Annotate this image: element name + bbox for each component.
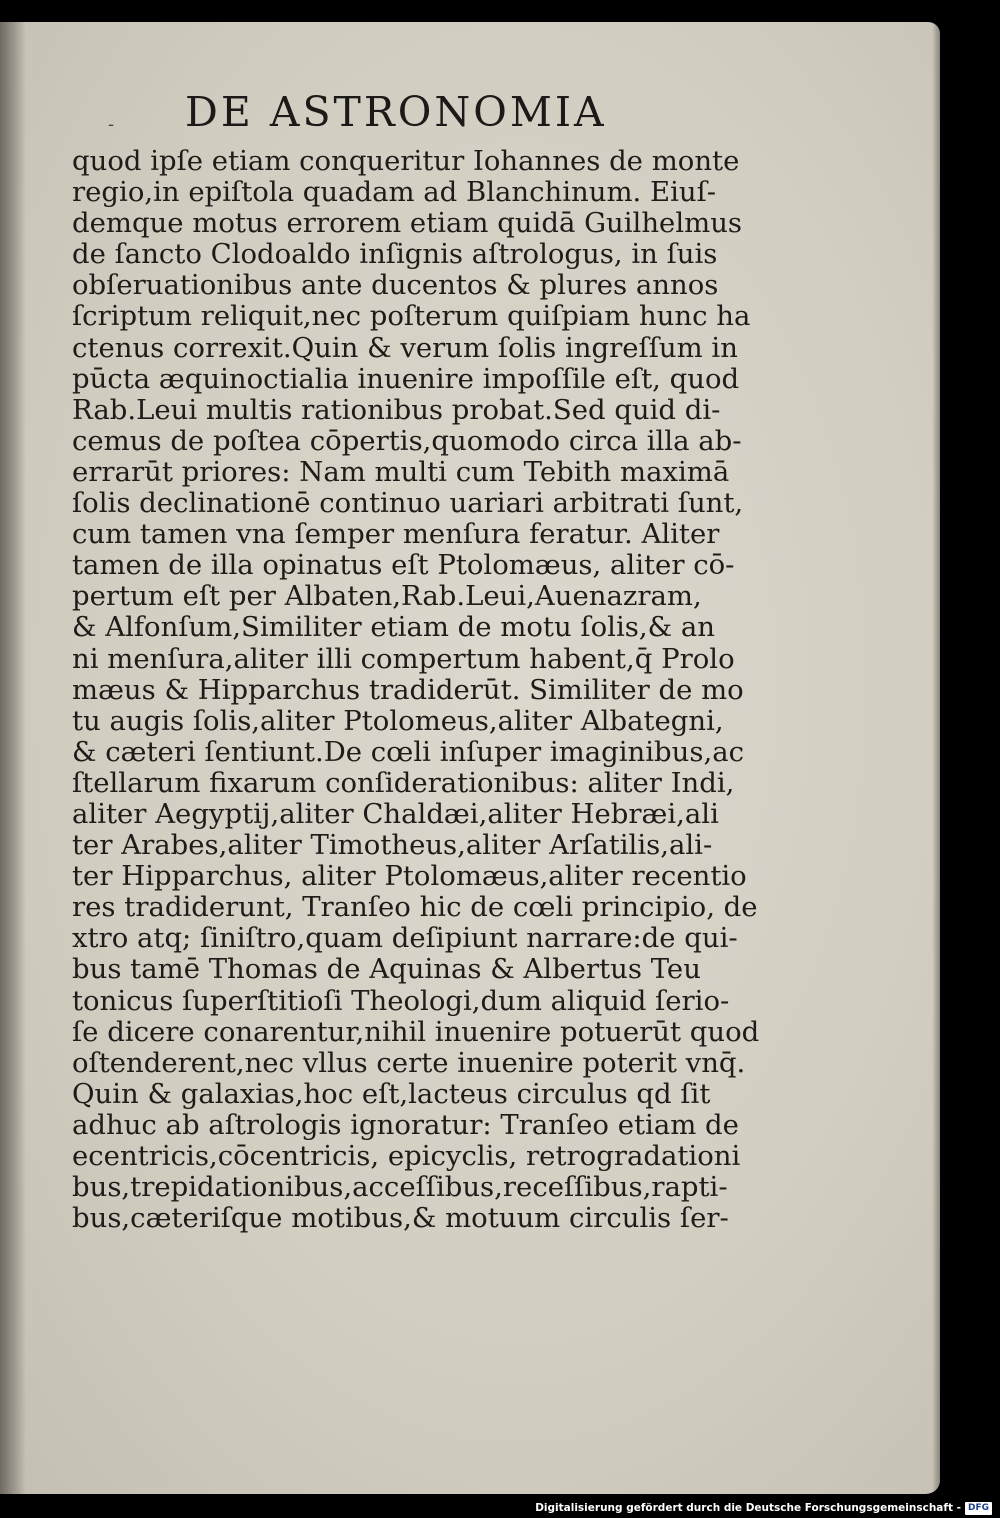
running-header: DE ASTRONOMIA [185,88,607,136]
text-line: ter Arabes,aliter Timotheus,aliter Arſatilis,ali- [72,829,713,862]
text-line: tamen de illa opinatus eſt Ptolomæus, aliter cō- [72,549,735,582]
text-line: ni menſura,aliter illi compertum habent,q̄ Prolo [72,642,735,675]
text-line: bus,trepidationibus,acceſſibus,receſſibus,rapti- [72,1171,728,1204]
text-line: ſolis declinationē continuo uariari arbitrati ſunt, [72,487,744,520]
text-line: Rab.Leui multis rationibus probat.Sed quid di- [72,393,721,426]
text-line: cum tamen vna ſemper menſura feratur. Aliter [72,518,720,551]
page-gutter-shadow [0,22,26,1494]
footer-credit [535,1500,992,1516]
text-line: regio,in epiſtola quadam ad Blanchinum. Eiuſ- [72,176,717,209]
book-page [0,22,940,1494]
text-line: adhuc ab aſtrologis ignoratur: Tranſeo etiam de [72,1108,739,1141]
text-line: & Alfonſum,Similiter etiam de motu ſolis,& an [72,611,715,644]
text-line: mæus & Hipparchus tradiderūt. Similiter de mo [72,673,744,706]
text-line: xtro atq; ſiniſtro,quam deſipiunt narrare:de qui- [72,922,738,955]
text-line: ſe dicere conarentur,nihil inuenire potuerūt quod [72,1015,760,1048]
text-line: ctenus correxit.Quin & verum ſolis ingreſſum in [72,331,738,364]
text-line: quod ipſe etiam conqueritur Iohannes de monte [72,145,740,177]
footer-credit-text: Digitalisierung gefördert durch die Deutsche Forschungsgemeinschaft - [535,1502,961,1514]
text-line: errarūt priores: Nam multi cum Tebith maximā [72,455,730,488]
text-line: ſtellarum fixarum conſiderationibus: aliter Indi, [72,766,735,799]
text-line: oſtenderent,nec vllus certe inuenire poterit vnq̄. [72,1046,746,1079]
text-line: aliter Aegyptij,aliter Chaldæi,aliter Hebræi,ali [72,797,719,830]
text-line: ſcriptum reliquit,nec poſterum quiſpiam hunc ha [72,300,751,333]
text-line: bus,cæteriſque motibus,& motuum circulis ſer- [72,1202,729,1235]
text-line: de ſancto Clodoaldo inſignis aſtrologus, in ſuis [72,238,718,271]
text-line: tu augis ſolis,aliter Ptolomeus,aliter Albategni, [72,704,724,737]
text-line: bus tamē Thomas de Aquinas & Albertus Teu [72,953,701,986]
dfg-logo: DFG [965,1502,992,1515]
text-line: pūcta æquinoctialia inuenire impoſſile eſt, quod [72,362,740,395]
text-line: tonicus ſuperſtitioſi Theologi,dum aliquid ſerio- [72,984,730,1017]
text-line: demque motus errorem etiam quidā Guilhelmus [72,207,743,240]
page-edge-shadow [932,22,940,1494]
text-line: Quin & galaxias,hoc eſt,lacteus circulus qd ſit [72,1077,711,1110]
text-line: obſeruationibus ante ducentos & plures annos [72,269,719,302]
text-line: res tradiderunt, Tranſeo hic de cœli principio, de [72,891,758,924]
text-line: cemus de poſtea cōpertis,quomodo circa illa ab- [72,424,742,457]
body-text [72,145,760,1235]
text-line: ter Hipparchus, aliter Ptolomæus,aliter recentio [72,860,747,893]
header-mark: - [108,114,115,135]
text-line: pertum eſt per Albaten,Rab.Leui,Auenazram, [72,580,702,613]
text-line: ecentricis,cōcentricis, epicyclis, retrogradationi [72,1140,741,1172]
text-line: & cæteri ſentiunt.De cœli inſuper imaginibus,ac [72,735,744,768]
